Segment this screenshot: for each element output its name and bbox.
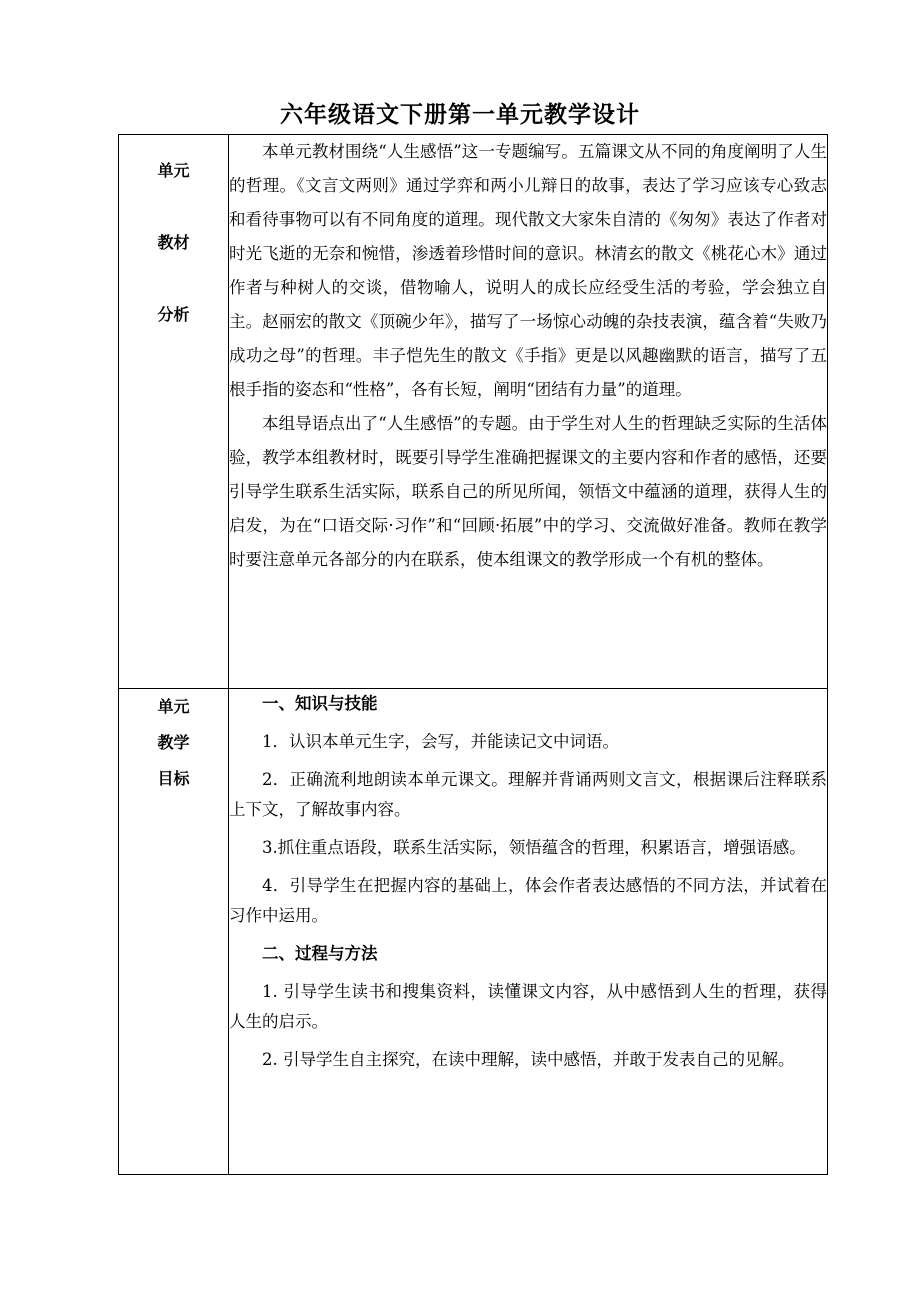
row-label-line: 单元 bbox=[157, 697, 190, 716]
row-label-teaching-goals bbox=[119, 689, 229, 1175]
section-heading: 一、知识与技能 bbox=[262, 694, 378, 713]
row-label-line: 教学 bbox=[157, 733, 190, 752]
row-label-line: 教材 bbox=[157, 233, 190, 252]
row-label-material-analysis bbox=[119, 135, 229, 689]
material-analysis-content bbox=[229, 135, 828, 689]
goal-item: 4．引导学生在把握内容的基础上，体会作者表达感悟的不同方法，并试着在习作中运用。 bbox=[229, 876, 827, 925]
goal-item: 2. 引导学生自主探究，在读中理解，读中感悟，并敢于发表自己的见解。 bbox=[262, 1050, 795, 1069]
paragraph: 本单元教材围绕“人生感悟”这一专题编写。五篇课文从不同的角度阐明了人生的哲理。《文言文两则》通过学弈和两小儿辩日的故事，表达了学习应该专心致志和看待事物可以有不同角度的道理。现代散文大家朱自清的《匆匆》表达了作者对时光飞逝的无奈和惋惜，渗透着珍惜时间的意识。林清玄的散文《桃花心木》通过作者与种树人的交谈，借物喻人，说明人的成长应经受生活的考验，学会独立自主。赵丽宏的散文《顶碗少年》，描写了一场惊心动魄的杂技表演，蕴含着“失败乃成功之母”的哲理。丰子恺先生的散文《手指》更是以风趣幽默的语言，描写了五根手指的姿态和“性格”，各有长短，阐明“团结有力量”的道理。 bbox=[229, 142, 827, 399]
goal-item: 1．认识本单元生字，会写，并能读记文中词语。 bbox=[262, 732, 619, 751]
paragraph: 本组导语点出了“人生感悟”的专题。由于学生对人生的哲理缺乏实际的生活体验，教学本组教材时，既要引导学生准确把握课文的主要内容和作者的感悟，还要引导学生联系生活实际，联系自己的所见所闻，领悟文中蕴涵的道理，获得人生的启发，为在“口语交际·习作”和“回顾·拓展”中的学习、交流做好准备。教师在教学时要注意单元各部分的内在联系，使本组课文的教学形成一个有机的整体。 bbox=[229, 414, 827, 569]
goal-item: 3.抓住重点语段，联系生活实际，领悟蕴含的哲理，积累语言，增强语感。 bbox=[262, 838, 806, 857]
table-row-material-analysis bbox=[119, 135, 828, 689]
teaching-goals-content bbox=[229, 689, 828, 1175]
row-label-line: 单元 bbox=[157, 161, 190, 180]
document-title: 六年级语文下册第一单元教学设计 bbox=[280, 102, 640, 128]
row-label-line: 目标 bbox=[157, 769, 190, 788]
table-row-teaching-goals bbox=[119, 689, 828, 1175]
goal-item: 1. 引导学生读书和搜集资料，读懂课文内容，从中感悟到人生的哲理，获得人生的启示。 bbox=[229, 982, 827, 1031]
goal-item: 2．正确流利地朗读本单元课文。理解并背诵两则文言文，根据课后注释联系上下文，了解故事内容。 bbox=[229, 770, 827, 819]
section-heading: 二、过程与方法 bbox=[262, 944, 378, 963]
lesson-plan-table bbox=[118, 134, 828, 1175]
row-label-line: 分析 bbox=[157, 305, 190, 324]
